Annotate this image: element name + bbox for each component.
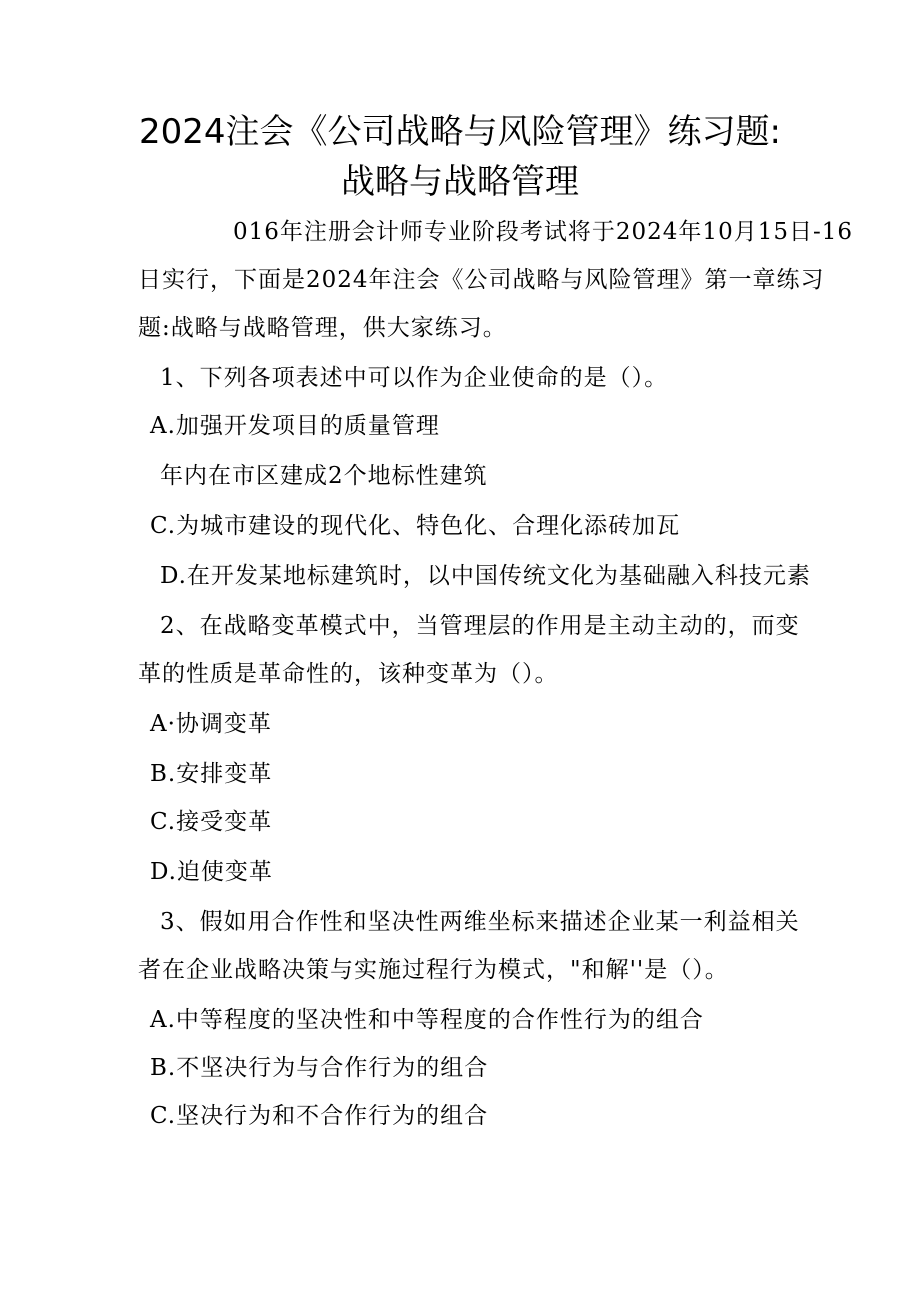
question-3-option-b: B.不坚决行为与合作行为的组合 [150, 1055, 489, 1081]
question-3-stem-line-1: 3、假如用合作性和坚决性两维坐标来描述企业某一利益相关 [160, 909, 800, 935]
intro-line-3: 题:战略与战略管理，供大家练习。 [138, 315, 507, 341]
intro-line-2: 日实行，下面是2024年注会《公司战略与风险管理》第一章练习 [138, 267, 825, 293]
question-3-stem-line-2: 者在企业战略决策与实施过程行为模式，"和解''是（）。 [138, 957, 729, 983]
question-2-option-d: D.迫使变革 [150, 859, 273, 885]
question-2-stem-line-1: 2、在战略变革模式中，当管理层的作用是主动主动的，而变 [160, 613, 800, 639]
document-title-line-2: 战略与战略管理 [341, 162, 579, 202]
question-2-option-a: A·协调变革 [150, 711, 272, 737]
question-1-option-d: D.在开发某地标建筑时，以中国传统文化为基础融入科技元素 [160, 563, 811, 589]
question-2-stem-line-2: 革的性质是革命性的，该种变革为（）。 [138, 661, 559, 687]
document-title-line-1: 2024注会《公司战略与风险管理》练习题: [139, 112, 781, 152]
question-1-option-b: 年内在市区建成2个地标性建筑 [160, 463, 488, 489]
question-1-option-c: C.为城市建设的现代化、特色化、合理化添砖加瓦 [150, 513, 681, 539]
question-1-option-a: A.加强开发项目的质量管理 [150, 413, 440, 439]
question-1-stem: 1、下列各项表述中可以作为企业使命的是（）。 [160, 365, 669, 391]
question-2-option-b: B.安排变革 [150, 761, 273, 787]
intro-line-1: 016年注册会计师专业阶段考试将于2024年10月15日-16 [233, 219, 854, 245]
question-2-option-c: C.接受变革 [150, 809, 273, 835]
question-3-option-c: C.坚决行为和不合作行为的组合 [150, 1103, 489, 1129]
question-3-option-a: A.中等程度的坚决性和中等程度的合作性行为的组合 [150, 1007, 704, 1033]
